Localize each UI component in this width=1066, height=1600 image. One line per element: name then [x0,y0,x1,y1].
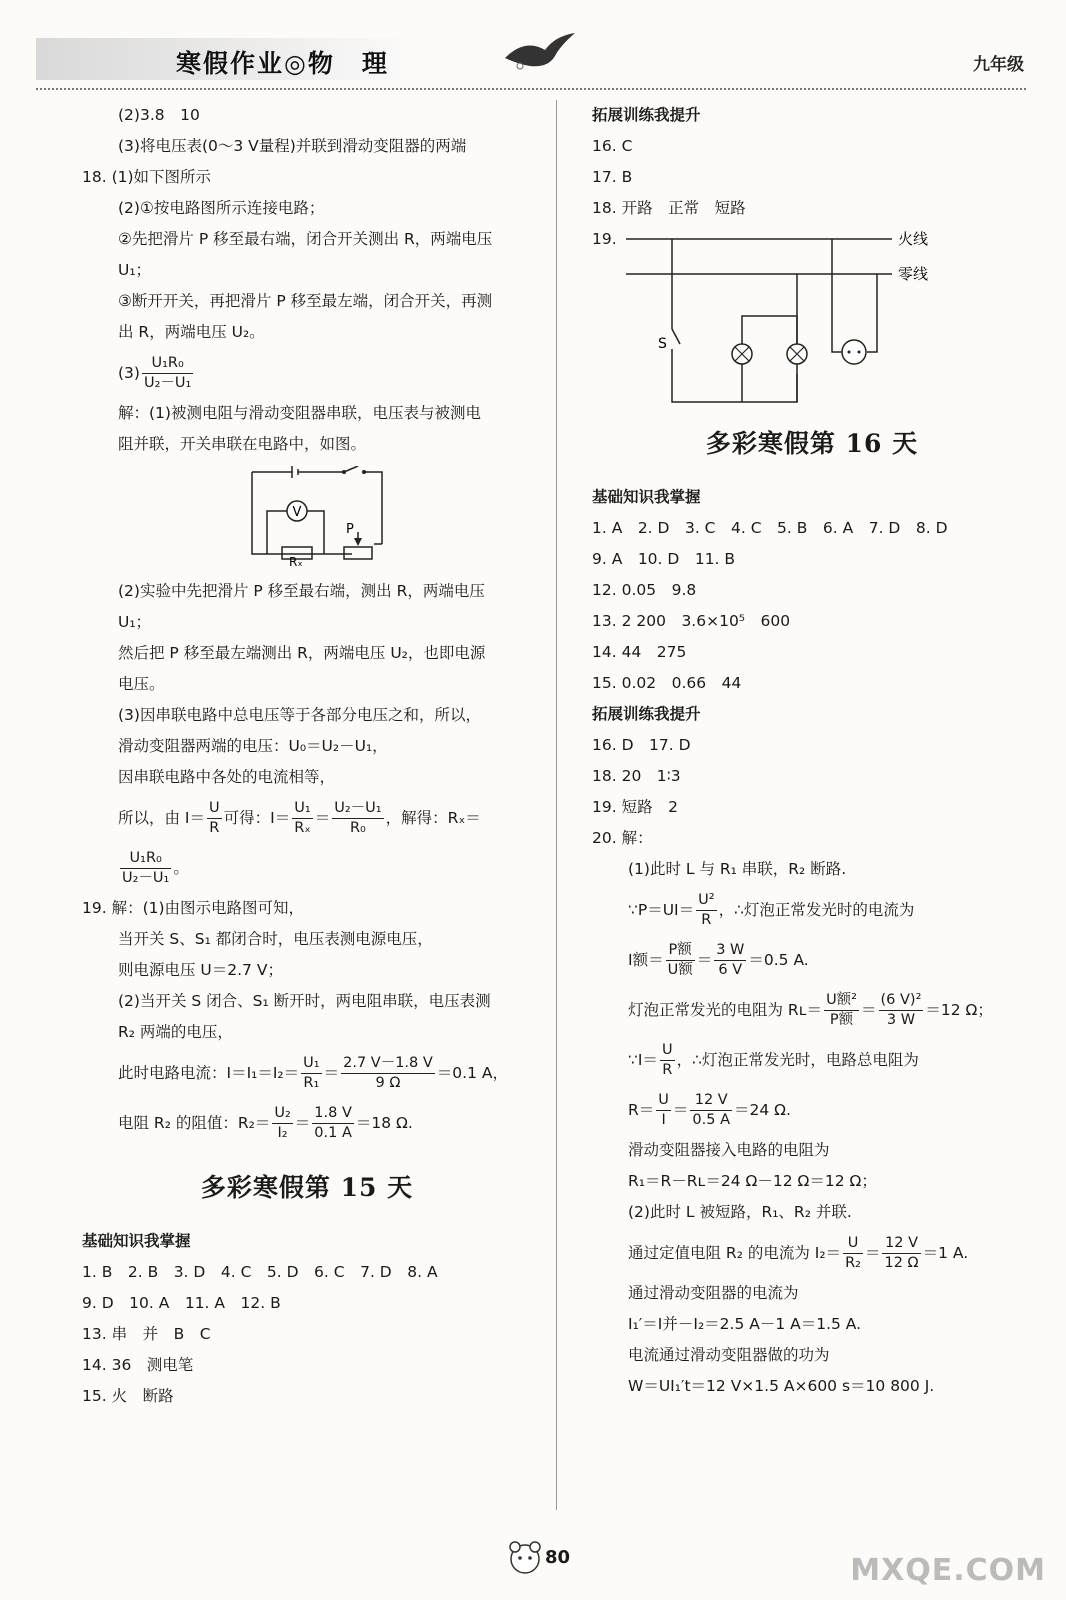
formula-text: ＝ [696,951,713,969]
fraction-denominator: U₂－U₁ [143,375,192,391]
live-wire-label: 火线 [898,230,929,248]
fraction-denominator: P额 [829,1012,854,1028]
fraction-numerator: U [843,1234,863,1254]
answer-line: (2)实验中先把滑片 P 移至最右端，测出 R，两端电压 [118,582,485,600]
answer-line: (2)此时 L 被短路，R₁、R₂ 并联. [628,1203,852,1221]
formula-line [82,793,532,843]
circuit-diagram-series [82,466,532,566]
formula-text: 灯泡正常发光的电阻为 Rʟ＝ [628,1001,823,1019]
neutral-wire-label: 零线 [898,265,929,283]
answer-line: 电流通过滑动变阻器做的功为 [628,1346,830,1364]
fraction-denominator: R₀ [349,820,366,836]
fraction-denominator: U额 [667,962,693,978]
answer-line: 18. 开路 正常 短路 [592,199,746,217]
mascot-icon [505,1539,545,1579]
fraction-denominator: R [662,1062,673,1078]
formula-line [592,935,1032,985]
fraction-numerator: 3 W [714,941,746,961]
fraction-numerator: U₂ [272,1104,292,1124]
fraction-denominator: 0.1 A [314,1125,352,1141]
fraction [301,1054,321,1093]
formula-text: 电阻 R₂ 的阻值：R₂＝ [118,1114,271,1132]
fraction [882,1234,920,1273]
answer-line: 9. D 10. A 11. A 12. B [82,1294,281,1312]
resistor-label: Rₓ [289,555,303,566]
formula-text: ＝ [864,1244,881,1262]
answer-line: 18. (1)如下图所示 [82,168,212,186]
formula-line [82,348,532,398]
fraction [120,849,171,888]
answer-line: (1)此时 L 与 R₁ 串联，R₂ 断路. [628,860,847,878]
answer-line: 15. 0.02 0.66 44 [592,674,742,692]
question-number: 19. [592,230,617,248]
formula-text: ＝ [672,1101,689,1119]
fraction-numerator: 12 V [882,1234,920,1254]
section-heading: 多彩寒假第 16 天 [705,429,919,458]
fraction-denominator: I [661,1112,666,1128]
formula-line [592,1228,1032,1278]
formula-text: 此时电路电流：I＝I₁＝I₂＝ [118,1064,300,1082]
slider-label: P [346,522,354,537]
answer-line: ②先把滑片 P 移至最右端，闭合开关测出 R，两端电压 [118,230,493,248]
answer-line: 1. B 2. B 3. D 4. C 5. D 6. C 7. D 8. A [82,1263,438,1281]
household-circuit-diagram [592,224,1032,404]
header-divider [36,88,1026,90]
formula-text: ＝ [294,1114,311,1132]
answer-line: 解：(1)被测电阻与滑动变阻器串联，电压表与被测电 [118,404,481,422]
fraction-denominator: 9 Ω [375,1075,401,1091]
answer-line: 18. 20 1∶3 [592,767,681,785]
formula-text: 可得：I＝ [223,809,291,827]
answer-line: 滑动变阻器两端的电压：U₀＝U₂－U₁， [118,737,388,755]
fraction [207,799,222,838]
fraction-denominator: 0.5 A [692,1112,731,1128]
answer-line: 14. 44 275 [592,643,687,661]
formula-text: ＝ [861,1001,877,1019]
answer-line: 19. 短路 2 [592,798,678,816]
fraction-numerator: U₂－U₁ [332,799,383,819]
fraction [690,1091,732,1130]
answer-line: ③断开开关，再把滑片 P 移至最左端，闭合开关，再测 [118,292,493,310]
fraction [142,354,193,393]
formula-text: ，∴灯泡正常发光时，电路总电阻为 [676,1051,919,1069]
answer-line: 1. A 2. D 3. C 4. C 5. B 6. A 7. D 8. D [592,519,948,537]
fraction-numerator: U₁R₀ [120,849,171,869]
grade-label: 九年级 [973,55,1024,75]
fraction-numerator: 2.7 V－1.8 V [341,1054,435,1074]
answer-line: 13. 串 并 B C [82,1325,211,1343]
fraction [292,799,313,838]
answer-line: 出 R，两端电压 U₂。 [118,323,265,341]
subsection-heading: 基础知识我掌握 [82,1232,191,1250]
fraction-denominator: R [209,820,220,836]
section-heading: 多彩寒假第 15 天 [200,1173,414,1202]
answer-line: 12. 0.05 9.8 [592,581,697,599]
formula-line [82,1098,532,1148]
circuit-question [592,224,1032,404]
formula-text: 通过定值电阻 R₂ 的电流为 I₂＝ [628,1244,842,1262]
fraction-denominator: 12 Ω [884,1255,919,1271]
fraction-numerator: U² [696,891,716,911]
formula-line [592,1035,1032,1085]
formula-line [592,985,1032,1035]
answer-line: 阻并联，开关串联在电路中，如图。 [118,435,367,453]
fraction-denominator: Rₓ [294,820,311,836]
formula-line [82,1048,532,1098]
formula-text: ＝0.1 A， [436,1064,508,1082]
fraction-numerator: 12 V [690,1091,732,1111]
answer-line: (2)①按电路图所示连接电路； [118,199,325,217]
fraction-denominator: R [701,912,712,928]
answer-line: 电压。 [118,675,165,693]
answer-line: 因串联电路中各处的电流相等， [118,768,336,786]
fraction [341,1054,435,1093]
fraction [666,941,695,980]
lamp-icon [732,344,752,364]
watermark: MXQE.COM [850,1553,1046,1588]
swallow-icon [500,28,580,78]
formula-line [592,885,1032,935]
answer-line: (3)因串联电路中总电压等于各部分电压之和，所以， [118,706,481,724]
answer-line: 15. 火 断路 [82,1387,174,1405]
left-column [82,100,532,1412]
formula-text: ＝12 Ω； [925,1001,993,1019]
socket-icon [842,340,866,364]
page-number: 80 [545,1547,571,1568]
book-title: 寒假作业◎物 理 [176,49,389,78]
formula-text: 。 [173,859,189,877]
formula-text: ＝ [314,809,331,827]
fraction-denominator: U₂－U₁ [122,870,170,886]
formula-text: ＝24 Ω. [734,1101,791,1119]
column-divider [556,100,557,1510]
subsection-heading: 拓展训练我提升 [592,106,701,124]
right-column [592,100,1032,1402]
formula-text: ，∴灯泡正常发光时的电流为 [718,901,915,919]
fraction-numerator: 1.8 V [312,1104,354,1124]
formula-line [592,1085,1032,1135]
answer-line: R₂ 两端的电压， [118,1023,233,1041]
formula-text: ＝0.5 A. [748,951,809,969]
fraction-numerator: U [656,1091,671,1111]
formula-text: ＝1 A. [922,1244,969,1262]
answer-line: U₁； [118,261,152,279]
fraction-denominator: 3 W [886,1012,916,1028]
fraction [879,991,924,1030]
formula-text: ∵P＝UI＝ [628,901,695,919]
answer-line: (3)将电压表(0～3 V量程)并联到滑动变阻器的两端 [118,137,467,155]
switch-label: S [658,336,667,352]
fraction-numerator: U₁ [301,1054,321,1074]
fraction-numerator: U₁R₀ [142,354,193,374]
answer-line: 然后把 P 移至最左端测出 R，两端电压 U₂，也即电源 [118,644,486,662]
formula-text: ＝ [323,1064,340,1082]
fraction-denominator: R₁ [303,1075,320,1091]
answer-line: 17. B [592,168,633,186]
answer-line: 16. C [592,137,633,155]
page-footer [505,1535,585,1585]
fraction [312,1104,354,1143]
fraction [272,1104,292,1143]
answer-line: 20. 解： [592,829,653,847]
formula-text: ＝18 Ω. [355,1114,413,1132]
fraction-numerator: U [207,799,222,819]
fraction [843,1234,863,1273]
fraction [696,891,716,930]
answer-line: (2)3.8 10 [118,106,200,124]
answer-line: 9. A 10. D 11. B [592,550,736,568]
answer-line: W＝UI₁′t＝12 V×1.5 A×600 s＝10 800 J. [628,1377,935,1395]
fraction-numerator: (6 V)² [879,991,924,1011]
fraction-denominator: I₂ [277,1125,288,1141]
answer-line: 14. 36 测电笔 [82,1356,194,1374]
answer-line: 当开关 S、S₁ 都闭合时，电压表测电源电压， [118,930,433,948]
fraction [332,799,383,838]
formula-text: R＝ [628,1101,655,1119]
page-header [0,0,1066,92]
voltmeter-label: V [292,505,302,520]
fraction-numerator: P额 [666,941,695,961]
fraction-numerator: U₁ [292,799,313,819]
formula-text: I额＝ [628,951,664,969]
answer-line: 16. D 17. D [592,736,691,754]
answer-line: (2)当开关 S 闭合、S₁ 断开时，两电阻串联，电压表测 [118,992,491,1010]
answer-line: I₁′＝I并－I₂＝2.5 A－1 A＝1.5 A. [628,1315,862,1333]
formula-text: 所以，由 I＝ [118,809,205,827]
fraction [824,991,859,1030]
formula-line [82,843,532,893]
answer-line: 滑动变阻器接入电路的电阻为 [628,1141,830,1159]
formula-text: ，解得：Rₓ＝ [385,809,481,827]
answer-line: 19. 解：(1)由图示电路图可知， [82,899,305,917]
answer-line: 通过滑动变阻器的电流为 [628,1284,799,1302]
answer-line: R₁＝R－Rʟ＝24 Ω－12 Ω＝12 Ω； [628,1172,877,1190]
subsection-heading: 拓展训练我提升 [592,705,701,723]
fraction [714,941,746,980]
fraction-numerator: U [660,1041,675,1061]
fraction-numerator: U额² [824,991,859,1011]
lamp-icon [787,344,807,364]
formula-text: ∵I＝ [628,1051,658,1069]
answer-line: 则电源电压 U＝2.7 V； [118,961,283,979]
subsection-heading: 基础知识我掌握 [592,488,701,506]
fraction-denominator: 6 V [718,962,743,978]
fraction [660,1041,675,1080]
formula-prefix: (3) [118,364,140,382]
fraction [656,1091,671,1130]
answer-line: U₁； [118,613,152,631]
answer-line: 13. 2 200 3.6×10⁵ 600 [592,612,791,630]
fraction-denominator: R₂ [845,1255,861,1271]
